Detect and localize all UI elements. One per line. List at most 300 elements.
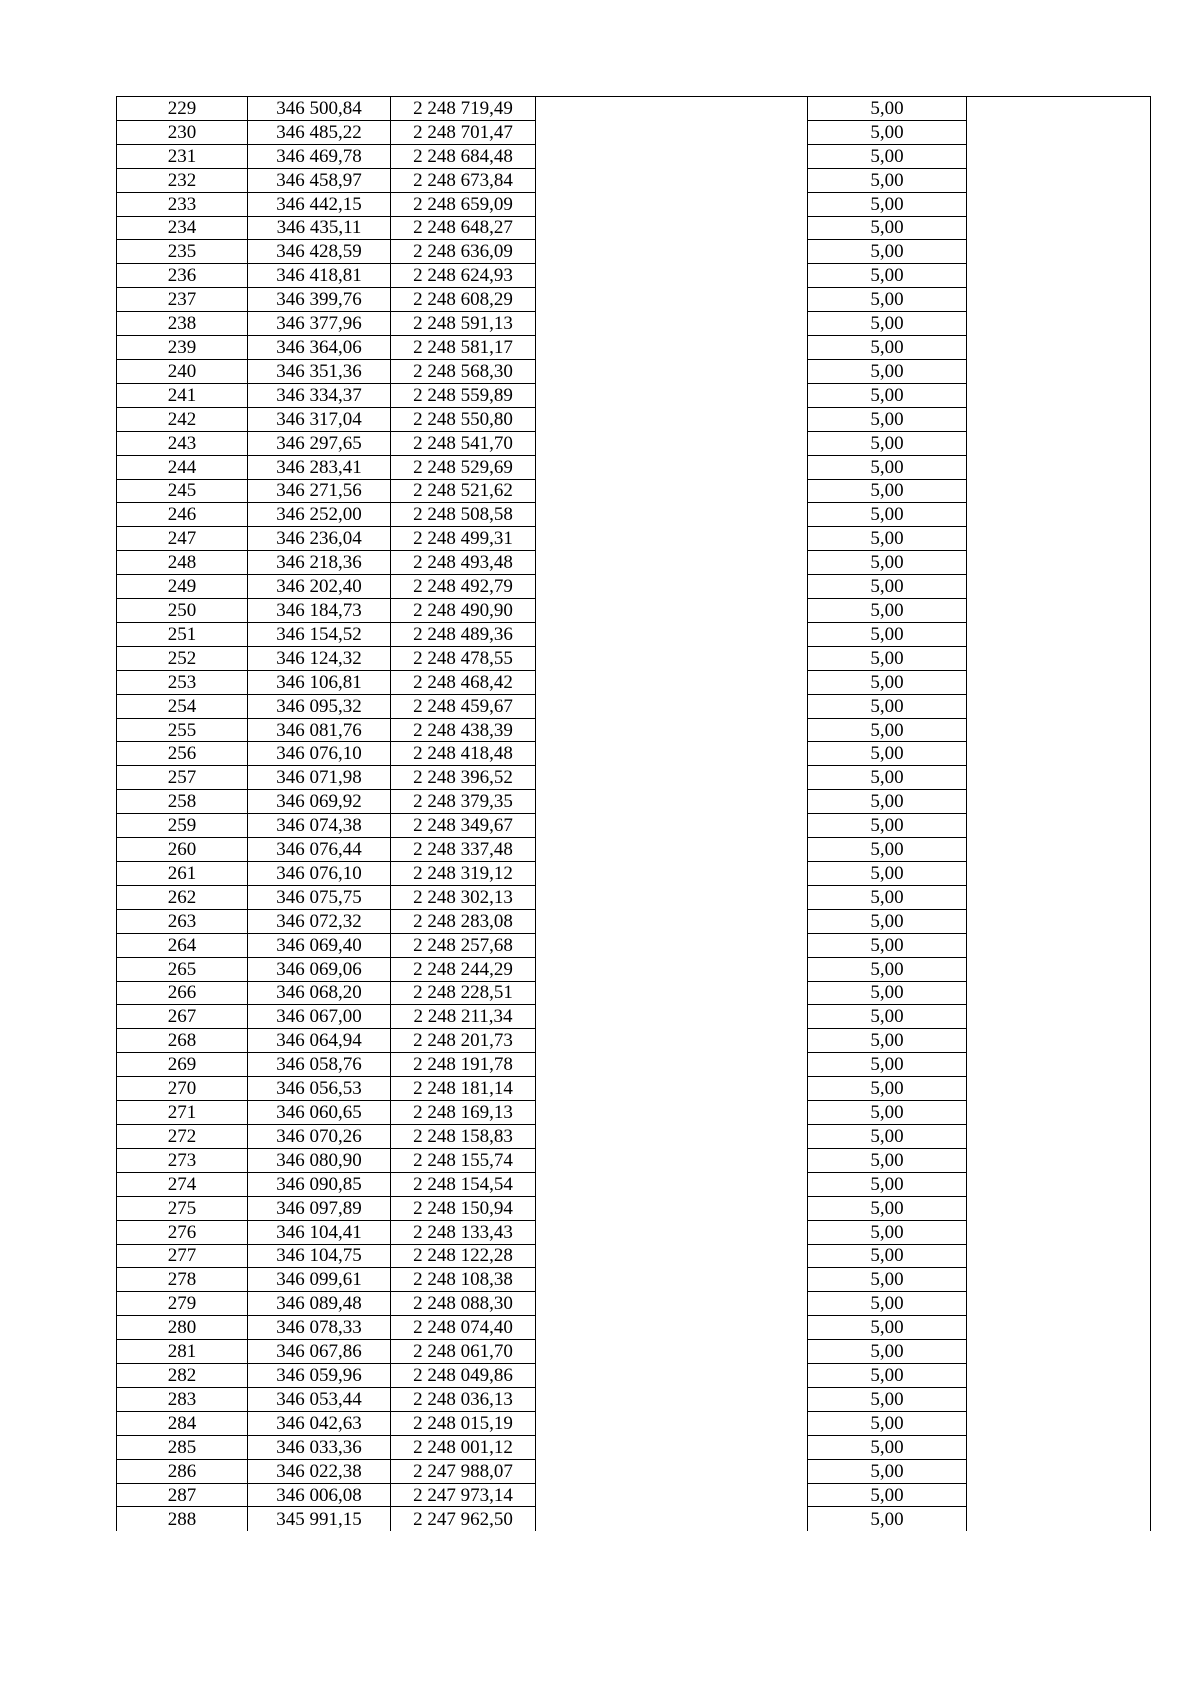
empty-cell xyxy=(536,1029,808,1053)
empty-cell xyxy=(967,168,1151,192)
x-coordinate-cell: 346 124,32 xyxy=(248,646,391,670)
y-coordinate-cell: 2 248 719,49 xyxy=(391,97,536,121)
y-coordinate-cell: 2 248 499,31 xyxy=(391,527,536,551)
x-coordinate-cell: 346 022,38 xyxy=(248,1459,391,1483)
point-number-cell: 270 xyxy=(117,1077,248,1101)
empty-cell xyxy=(536,838,808,862)
value-cell: 5,00 xyxy=(808,1077,967,1101)
point-number-cell: 259 xyxy=(117,814,248,838)
point-number-cell: 243 xyxy=(117,431,248,455)
x-coordinate-cell: 346 236,04 xyxy=(248,527,391,551)
table-row xyxy=(117,551,1151,575)
y-coordinate-cell: 2 248 550,80 xyxy=(391,407,536,431)
empty-cell xyxy=(536,1053,808,1077)
table-row xyxy=(117,359,1151,383)
value-cell: 5,00 xyxy=(808,766,967,790)
point-number-cell: 250 xyxy=(117,599,248,623)
table-row xyxy=(117,575,1151,599)
value-cell: 5,00 xyxy=(808,1387,967,1411)
value-cell: 5,00 xyxy=(808,120,967,144)
x-coordinate-cell: 346 104,75 xyxy=(248,1244,391,1268)
empty-cell xyxy=(536,359,808,383)
table-row xyxy=(117,1364,1151,1388)
empty-cell xyxy=(967,1101,1151,1125)
empty-cell xyxy=(536,646,808,670)
point-number-cell: 287 xyxy=(117,1483,248,1507)
point-number-cell: 238 xyxy=(117,312,248,336)
empty-cell xyxy=(967,933,1151,957)
x-coordinate-cell: 346 428,59 xyxy=(248,240,391,264)
y-coordinate-cell: 2 248 659,09 xyxy=(391,192,536,216)
empty-cell xyxy=(967,359,1151,383)
empty-cell xyxy=(967,455,1151,479)
point-number-cell: 283 xyxy=(117,1387,248,1411)
table-row xyxy=(117,1005,1151,1029)
table-row xyxy=(117,718,1151,742)
y-coordinate-cell: 2 248 529,69 xyxy=(391,455,536,479)
point-number-cell: 242 xyxy=(117,407,248,431)
x-coordinate-cell: 346 399,76 xyxy=(248,288,391,312)
x-coordinate-cell: 346 500,84 xyxy=(248,97,391,121)
table-row xyxy=(117,1316,1151,1340)
table-row xyxy=(117,1292,1151,1316)
table-row xyxy=(117,670,1151,694)
x-coordinate-cell: 346 297,65 xyxy=(248,431,391,455)
x-coordinate-cell: 345 991,15 xyxy=(248,1507,391,1531)
table-row xyxy=(117,742,1151,766)
point-number-cell: 277 xyxy=(117,1244,248,1268)
value-cell: 5,00 xyxy=(808,933,967,957)
value-cell: 5,00 xyxy=(808,551,967,575)
empty-cell xyxy=(967,1364,1151,1388)
x-coordinate-cell: 346 069,40 xyxy=(248,933,391,957)
table-row xyxy=(117,168,1151,192)
point-number-cell: 237 xyxy=(117,288,248,312)
value-cell: 5,00 xyxy=(808,1364,967,1388)
table-row xyxy=(117,288,1151,312)
empty-cell xyxy=(536,981,808,1005)
value-cell: 5,00 xyxy=(808,1483,967,1507)
empty-cell xyxy=(967,1340,1151,1364)
table-row xyxy=(117,503,1151,527)
x-coordinate-cell: 346 218,36 xyxy=(248,551,391,575)
point-number-cell: 280 xyxy=(117,1316,248,1340)
value-cell: 5,00 xyxy=(808,1196,967,1220)
table-row xyxy=(117,1220,1151,1244)
empty-cell xyxy=(536,312,808,336)
table-row xyxy=(117,527,1151,551)
value-cell: 5,00 xyxy=(808,957,967,981)
empty-cell xyxy=(536,933,808,957)
table-row xyxy=(117,407,1151,431)
point-number-cell: 281 xyxy=(117,1340,248,1364)
value-cell: 5,00 xyxy=(808,264,967,288)
table-row xyxy=(117,1435,1151,1459)
y-coordinate-cell: 2 248 191,78 xyxy=(391,1053,536,1077)
point-number-cell: 233 xyxy=(117,192,248,216)
y-coordinate-cell: 2 248 049,86 xyxy=(391,1364,536,1388)
point-number-cell: 255 xyxy=(117,718,248,742)
empty-cell xyxy=(536,1387,808,1411)
empty-cell xyxy=(536,336,808,360)
point-number-cell: 251 xyxy=(117,622,248,646)
y-coordinate-cell: 2 248 568,30 xyxy=(391,359,536,383)
table-row xyxy=(117,622,1151,646)
value-cell: 5,00 xyxy=(808,479,967,503)
point-number-cell: 249 xyxy=(117,575,248,599)
empty-cell xyxy=(536,790,808,814)
value-cell: 5,00 xyxy=(808,1029,967,1053)
empty-cell xyxy=(536,383,808,407)
point-number-cell: 254 xyxy=(117,694,248,718)
table-row xyxy=(117,1172,1151,1196)
point-number-cell: 252 xyxy=(117,646,248,670)
table-row xyxy=(117,1196,1151,1220)
empty-cell xyxy=(536,694,808,718)
empty-cell xyxy=(967,1411,1151,1435)
empty-cell xyxy=(967,909,1151,933)
x-coordinate-cell: 346 334,37 xyxy=(248,383,391,407)
x-coordinate-cell: 346 076,44 xyxy=(248,838,391,862)
value-cell: 5,00 xyxy=(808,1435,967,1459)
table-row xyxy=(117,814,1151,838)
y-coordinate-cell: 2 248 150,94 xyxy=(391,1196,536,1220)
y-coordinate-cell: 2 248 108,38 xyxy=(391,1268,536,1292)
y-coordinate-cell: 2 248 581,17 xyxy=(391,336,536,360)
empty-cell xyxy=(967,599,1151,623)
empty-cell xyxy=(536,1435,808,1459)
empty-cell xyxy=(967,407,1151,431)
empty-cell xyxy=(967,479,1151,503)
point-number-cell: 229 xyxy=(117,97,248,121)
empty-cell xyxy=(967,575,1151,599)
value-cell: 5,00 xyxy=(808,192,967,216)
table-row xyxy=(117,790,1151,814)
x-coordinate-cell: 346 485,22 xyxy=(248,120,391,144)
empty-cell xyxy=(967,97,1151,121)
empty-cell xyxy=(967,742,1151,766)
empty-cell xyxy=(536,288,808,312)
empty-cell xyxy=(536,909,808,933)
value-cell: 5,00 xyxy=(808,694,967,718)
y-coordinate-cell: 2 248 701,47 xyxy=(391,120,536,144)
y-coordinate-cell: 2 248 181,14 xyxy=(391,1077,536,1101)
x-coordinate-cell: 346 081,76 xyxy=(248,718,391,742)
value-cell: 5,00 xyxy=(808,1124,967,1148)
value-cell: 5,00 xyxy=(808,575,967,599)
y-coordinate-cell: 2 248 438,39 xyxy=(391,718,536,742)
table-row xyxy=(117,264,1151,288)
value-cell: 5,00 xyxy=(808,1507,967,1531)
value-cell: 5,00 xyxy=(808,1268,967,1292)
x-coordinate-cell: 346 064,94 xyxy=(248,1029,391,1053)
point-number-cell: 239 xyxy=(117,336,248,360)
y-coordinate-cell: 2 248 158,83 xyxy=(391,1124,536,1148)
empty-cell xyxy=(967,383,1151,407)
empty-cell xyxy=(536,431,808,455)
value-cell: 5,00 xyxy=(808,455,967,479)
point-number-cell: 282 xyxy=(117,1364,248,1388)
empty-cell xyxy=(967,1292,1151,1316)
empty-cell xyxy=(967,981,1151,1005)
table-row xyxy=(117,1101,1151,1125)
empty-cell xyxy=(967,1148,1151,1172)
x-coordinate-cell: 346 469,78 xyxy=(248,144,391,168)
empty-cell xyxy=(536,1507,808,1531)
point-number-cell: 260 xyxy=(117,838,248,862)
empty-cell xyxy=(967,622,1151,646)
empty-cell xyxy=(967,192,1151,216)
y-coordinate-cell: 2 248 591,13 xyxy=(391,312,536,336)
value-cell: 5,00 xyxy=(808,527,967,551)
point-number-cell: 276 xyxy=(117,1220,248,1244)
empty-cell xyxy=(967,1220,1151,1244)
y-coordinate-cell: 2 248 122,28 xyxy=(391,1244,536,1268)
point-number-cell: 247 xyxy=(117,527,248,551)
y-coordinate-cell: 2 248 459,67 xyxy=(391,694,536,718)
x-coordinate-cell: 346 104,41 xyxy=(248,1220,391,1244)
table-row xyxy=(117,766,1151,790)
point-number-cell: 241 xyxy=(117,383,248,407)
y-coordinate-cell: 2 247 988,07 xyxy=(391,1459,536,1483)
value-cell: 5,00 xyxy=(808,814,967,838)
coordinates-table-body xyxy=(117,97,1151,1531)
x-coordinate-cell: 346 377,96 xyxy=(248,312,391,336)
empty-cell xyxy=(967,1005,1151,1029)
empty-cell xyxy=(536,1101,808,1125)
empty-cell xyxy=(967,885,1151,909)
y-coordinate-cell: 2 248 608,29 xyxy=(391,288,536,312)
empty-cell xyxy=(536,1077,808,1101)
x-coordinate-cell: 346 070,26 xyxy=(248,1124,391,1148)
empty-cell xyxy=(536,575,808,599)
x-coordinate-cell: 346 060,65 xyxy=(248,1101,391,1125)
x-coordinate-cell: 346 089,48 xyxy=(248,1292,391,1316)
empty-cell xyxy=(967,240,1151,264)
x-coordinate-cell: 346 076,10 xyxy=(248,862,391,886)
empty-cell xyxy=(536,599,808,623)
table-row xyxy=(117,1077,1151,1101)
x-coordinate-cell: 346 252,00 xyxy=(248,503,391,527)
x-coordinate-cell: 346 067,86 xyxy=(248,1340,391,1364)
empty-cell xyxy=(536,479,808,503)
table-row xyxy=(117,1411,1151,1435)
table-row xyxy=(117,1029,1151,1053)
x-coordinate-cell: 346 271,56 xyxy=(248,479,391,503)
point-number-cell: 240 xyxy=(117,359,248,383)
table-row xyxy=(117,431,1151,455)
y-coordinate-cell: 2 248 155,74 xyxy=(391,1148,536,1172)
table-row xyxy=(117,120,1151,144)
y-coordinate-cell: 2 248 283,08 xyxy=(391,909,536,933)
point-number-cell: 236 xyxy=(117,264,248,288)
y-coordinate-cell: 2 248 478,55 xyxy=(391,646,536,670)
y-coordinate-cell: 2 248 201,73 xyxy=(391,1029,536,1053)
empty-cell xyxy=(967,1387,1151,1411)
table-row xyxy=(117,1387,1151,1411)
y-coordinate-cell: 2 248 396,52 xyxy=(391,766,536,790)
point-number-cell: 266 xyxy=(117,981,248,1005)
empty-cell xyxy=(967,336,1151,360)
empty-cell xyxy=(536,240,808,264)
empty-cell xyxy=(967,694,1151,718)
x-coordinate-cell: 346 006,08 xyxy=(248,1483,391,1507)
point-number-cell: 288 xyxy=(117,1507,248,1531)
y-coordinate-cell: 2 248 508,58 xyxy=(391,503,536,527)
value-cell: 5,00 xyxy=(808,431,967,455)
table-row xyxy=(117,1053,1151,1077)
empty-cell xyxy=(967,766,1151,790)
empty-cell xyxy=(536,1483,808,1507)
value-cell: 5,00 xyxy=(808,1316,967,1340)
y-coordinate-cell: 2 248 624,93 xyxy=(391,264,536,288)
value-cell: 5,00 xyxy=(808,216,967,240)
empty-cell xyxy=(536,670,808,694)
table-row xyxy=(117,192,1151,216)
y-coordinate-cell: 2 248 088,30 xyxy=(391,1292,536,1316)
x-coordinate-cell: 346 283,41 xyxy=(248,455,391,479)
point-number-cell: 261 xyxy=(117,862,248,886)
value-cell: 5,00 xyxy=(808,1148,967,1172)
point-number-cell: 263 xyxy=(117,909,248,933)
empty-cell xyxy=(967,431,1151,455)
x-coordinate-cell: 346 442,15 xyxy=(248,192,391,216)
y-coordinate-cell: 2 248 684,48 xyxy=(391,144,536,168)
table-row xyxy=(117,694,1151,718)
x-coordinate-cell: 346 154,52 xyxy=(248,622,391,646)
table-row xyxy=(117,933,1151,957)
empty-cell xyxy=(536,168,808,192)
x-coordinate-cell: 346 033,36 xyxy=(248,1435,391,1459)
table-row xyxy=(117,981,1151,1005)
y-coordinate-cell: 2 248 349,67 xyxy=(391,814,536,838)
empty-cell xyxy=(967,1077,1151,1101)
empty-cell xyxy=(536,1196,808,1220)
empty-cell xyxy=(967,1483,1151,1507)
value-cell: 5,00 xyxy=(808,1340,967,1364)
empty-cell xyxy=(536,1172,808,1196)
empty-cell xyxy=(536,1220,808,1244)
y-coordinate-cell: 2 248 133,43 xyxy=(391,1220,536,1244)
x-coordinate-cell: 346 097,89 xyxy=(248,1196,391,1220)
y-coordinate-cell: 2 248 493,48 xyxy=(391,551,536,575)
table-row xyxy=(117,646,1151,670)
value-cell: 5,00 xyxy=(808,144,967,168)
table-row xyxy=(117,1148,1151,1172)
y-coordinate-cell: 2 248 673,84 xyxy=(391,168,536,192)
point-number-cell: 248 xyxy=(117,551,248,575)
empty-cell xyxy=(536,1005,808,1029)
empty-cell xyxy=(967,1316,1151,1340)
y-coordinate-cell: 2 248 036,13 xyxy=(391,1387,536,1411)
x-coordinate-cell: 346 351,36 xyxy=(248,359,391,383)
value-cell: 5,00 xyxy=(808,383,967,407)
x-coordinate-cell: 346 068,20 xyxy=(248,981,391,1005)
value-cell: 5,00 xyxy=(808,981,967,1005)
empty-cell xyxy=(967,120,1151,144)
point-number-cell: 262 xyxy=(117,885,248,909)
point-number-cell: 246 xyxy=(117,503,248,527)
y-coordinate-cell: 2 248 490,90 xyxy=(391,599,536,623)
x-coordinate-cell: 346 042,63 xyxy=(248,1411,391,1435)
empty-cell xyxy=(967,1435,1151,1459)
empty-cell xyxy=(967,1053,1151,1077)
table-row xyxy=(117,1124,1151,1148)
empty-cell xyxy=(536,551,808,575)
empty-cell xyxy=(967,1268,1151,1292)
empty-cell xyxy=(536,527,808,551)
point-number-cell: 258 xyxy=(117,790,248,814)
point-number-cell: 256 xyxy=(117,742,248,766)
empty-cell xyxy=(536,1268,808,1292)
empty-cell xyxy=(536,503,808,527)
point-number-cell: 275 xyxy=(117,1196,248,1220)
value-cell: 5,00 xyxy=(808,599,967,623)
empty-cell xyxy=(536,144,808,168)
x-coordinate-cell: 346 058,76 xyxy=(248,1053,391,1077)
y-coordinate-cell: 2 248 302,13 xyxy=(391,885,536,909)
empty-cell xyxy=(536,1411,808,1435)
value-cell: 5,00 xyxy=(808,1005,967,1029)
table-row xyxy=(117,312,1151,336)
x-coordinate-cell: 346 067,00 xyxy=(248,1005,391,1029)
empty-cell xyxy=(536,766,808,790)
y-coordinate-cell: 2 248 228,51 xyxy=(391,981,536,1005)
empty-cell xyxy=(536,742,808,766)
x-coordinate-cell: 346 099,61 xyxy=(248,1268,391,1292)
point-number-cell: 272 xyxy=(117,1124,248,1148)
x-coordinate-cell: 346 090,85 xyxy=(248,1172,391,1196)
table-row xyxy=(117,455,1151,479)
empty-cell xyxy=(967,216,1151,240)
value-cell: 5,00 xyxy=(808,1101,967,1125)
empty-cell xyxy=(536,97,808,121)
empty-cell xyxy=(967,718,1151,742)
empty-cell xyxy=(967,1459,1151,1483)
y-coordinate-cell: 2 248 337,48 xyxy=(391,838,536,862)
y-coordinate-cell: 2 247 973,14 xyxy=(391,1483,536,1507)
y-coordinate-cell: 2 248 015,19 xyxy=(391,1411,536,1435)
table-row xyxy=(117,1507,1151,1531)
table-row xyxy=(117,957,1151,981)
empty-cell xyxy=(967,527,1151,551)
point-number-cell: 269 xyxy=(117,1053,248,1077)
x-coordinate-cell: 346 075,75 xyxy=(248,885,391,909)
empty-cell xyxy=(536,1364,808,1388)
x-coordinate-cell: 346 076,10 xyxy=(248,742,391,766)
point-number-cell: 273 xyxy=(117,1148,248,1172)
x-coordinate-cell: 346 080,90 xyxy=(248,1148,391,1172)
table-row xyxy=(117,240,1151,264)
y-coordinate-cell: 2 248 541,70 xyxy=(391,431,536,455)
point-number-cell: 235 xyxy=(117,240,248,264)
table-row xyxy=(117,97,1151,121)
value-cell: 5,00 xyxy=(808,288,967,312)
y-coordinate-cell: 2 248 636,09 xyxy=(391,240,536,264)
x-coordinate-cell: 346 317,04 xyxy=(248,407,391,431)
table-row xyxy=(117,1244,1151,1268)
empty-cell xyxy=(536,622,808,646)
x-coordinate-cell: 346 435,11 xyxy=(248,216,391,240)
y-coordinate-cell: 2 248 001,12 xyxy=(391,1435,536,1459)
x-coordinate-cell: 346 418,81 xyxy=(248,264,391,288)
y-coordinate-cell: 2 248 244,29 xyxy=(391,957,536,981)
empty-cell xyxy=(536,718,808,742)
empty-cell xyxy=(536,264,808,288)
table-row xyxy=(117,216,1151,240)
x-coordinate-cell: 346 458,97 xyxy=(248,168,391,192)
empty-cell xyxy=(536,1148,808,1172)
